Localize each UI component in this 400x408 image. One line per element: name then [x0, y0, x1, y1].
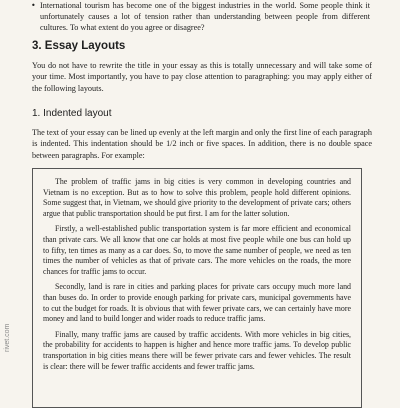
section-paragraph: You do not have to rewrite the title in your essay as this is totally unnecessary and will take some of your time. Most importantly, you have to pay close attention to paragraphing: you may apply either of the following layouts.: [32, 61, 372, 93]
bullet-icon: •: [31, 1, 36, 10]
intro-bullet-text: International tourism has become one of the biggest industries in the world. Some people think it unfortunately causes a lot of tension rather than understanding between people from different cultures. To what extent do you agree or disagree?: [40, 1, 370, 32]
watermark-text: rivet.com: [4, 323, 11, 352]
section-heading: 3. Essay Layouts: [32, 40, 126, 52]
subsection-paragraph: The text of your essay can be lined up evenly at the left margin and only the first line of each paragraph is indented. This indentation should be 1/2 inch or five spaces. In addition, there is no double space between paragraphs. For example:: [32, 128, 372, 160]
example-essay-box: [32, 168, 362, 408]
example-paragraph-3: Secondly, land is rare in cities and parking places for private cars occupy much more land than buses do. In order to provide enough parking for private cars, municipal governments have to cut the budget for roads. It is obvious that with fewer private cars, we can certainly have more money and land to build longer and wider roads to reduce traffic jams.: [43, 282, 351, 324]
example-paragraph-4: Finally, many traffic jams are caused by traffic accidents. With more vehicles in big cities, the probability for accidents to happen is higher and hence more traffic jams. To develop public transportation in big cities means there will be fewer private cars and fewer vehicles. The result is clear: there will be fewer traffic accidents and fewer traffic jams.: [43, 329, 351, 371]
example-paragraph-2: Firstly, a well-established public transportation system is far more efficient and economical than private cars. We all know that one car holds at most five people while one bus can hold up to fifty, ten times as many as a car does. So, to move the same number of people, we need as ten times the number of vehicles as that of private cars. The more vehicles on the roads, the more chances for traffic jams to occur.: [43, 224, 351, 276]
intro-bullet-item: [31, 0, 370, 33]
subsection-heading: 1. Indented layout: [32, 108, 112, 119]
example-paragraph-1: The problem of traffic jams in big cities is very common in developing countries and Vietnam is no exception. But as to how to solve this problem, people hold different opinions. Some suggest that, in Vietnam, we should give priority to the development of private cars; others argue that public transportation should be put first. I am for the latter solution.: [43, 177, 351, 218]
